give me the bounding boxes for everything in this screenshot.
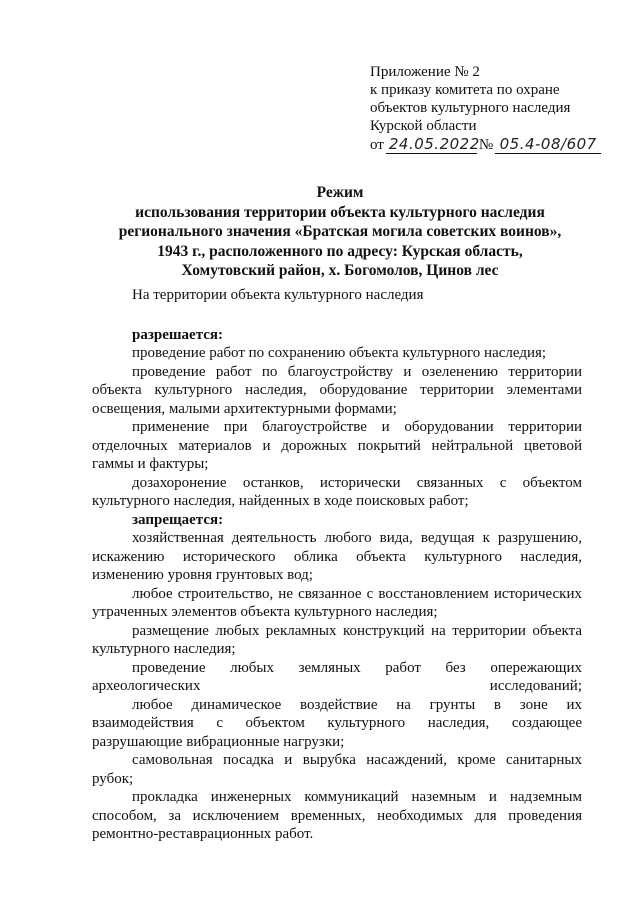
forbidden-item: прокладка инженерных коммуникаций наземным и надземным способом, за исключением временных, необходимых для проведения ремонтно-реставрационных работ. xyxy=(92,789,582,842)
number-label: № xyxy=(478,137,494,153)
forbidden-item: проведение любых земляных работ без опережающих археологических исследований; xyxy=(92,659,582,694)
appendix-block xyxy=(370,63,620,154)
intro-line: На территории объекта культурного наследия xyxy=(132,287,424,303)
allowed-item: дозахоронение останков, исторически связанных с объектом культурного наследия, найденных в ходе поисковых работ; xyxy=(92,474,582,509)
forbidden-item: хозяйственная деятельность любого вида, ведущая к разрушению, искажению исторического облика объекта культурного наследия, изменению уровня грунтовых вод; xyxy=(92,530,582,583)
document-title xyxy=(80,183,600,281)
title-line-2: использования территории объекта культурного наследия xyxy=(135,203,545,221)
appendix-committee-line: объектов культурного наследия xyxy=(370,100,571,116)
forbidden-item: размещение любых рекламных конструкций на территории объекта культурного наследия; xyxy=(92,622,582,657)
allowed-item: проведение работ по сохранению объекта культурного наследия; xyxy=(132,345,547,361)
from-label: от xyxy=(370,137,384,153)
title-line-3: регионального значения «Братская могила советских воинов», xyxy=(118,223,562,240)
allowed-item: проведение работ по благоустройству и озеленению территории объекта культурного наследия, оборудование территории элементами освещения, малыми архитектурными формами; xyxy=(92,363,582,417)
title-line-1: Режим xyxy=(316,184,364,201)
appendix-number: Приложение № 2 xyxy=(370,64,480,80)
allowed-heading: разрешается: xyxy=(132,326,224,343)
forbidden-item: любое строительство, не связанное с восстановлением исторических утраченных элементов объекта культурного наследия; xyxy=(92,585,582,620)
handwritten-order-number: 05.4-08/607 xyxy=(495,135,601,154)
allowed-item: применение при благоустройстве и оборудовании территории отделочных материалов и дорожных покрытий нейтральной цветовой гаммы и фактуры; xyxy=(92,419,582,472)
title-line-4: 1943 г., расположенного по адресу: Курская область, xyxy=(157,242,523,260)
forbidden-heading: запрещается: xyxy=(132,511,224,528)
title-line-5: Хомутовский район, х. Богомолов, Цинов лес xyxy=(181,262,499,279)
document-body xyxy=(92,286,582,844)
appendix-order-line: к приказу комитета по охране xyxy=(370,82,560,98)
forbidden-item: любое динамическое воздействие на грунты в зоне их взаимодействия с объектом культурного наследия, создающее разрушающие вибрационные нагрузки; xyxy=(92,696,582,750)
handwritten-date: 24.05.2022 xyxy=(386,135,477,154)
forbidden-item: самовольная посадка и вырубка насаждений, кроме санитарных рубок; xyxy=(92,752,582,787)
order-date-number-line xyxy=(370,135,620,154)
appendix-region-line: Курской области xyxy=(370,118,477,134)
